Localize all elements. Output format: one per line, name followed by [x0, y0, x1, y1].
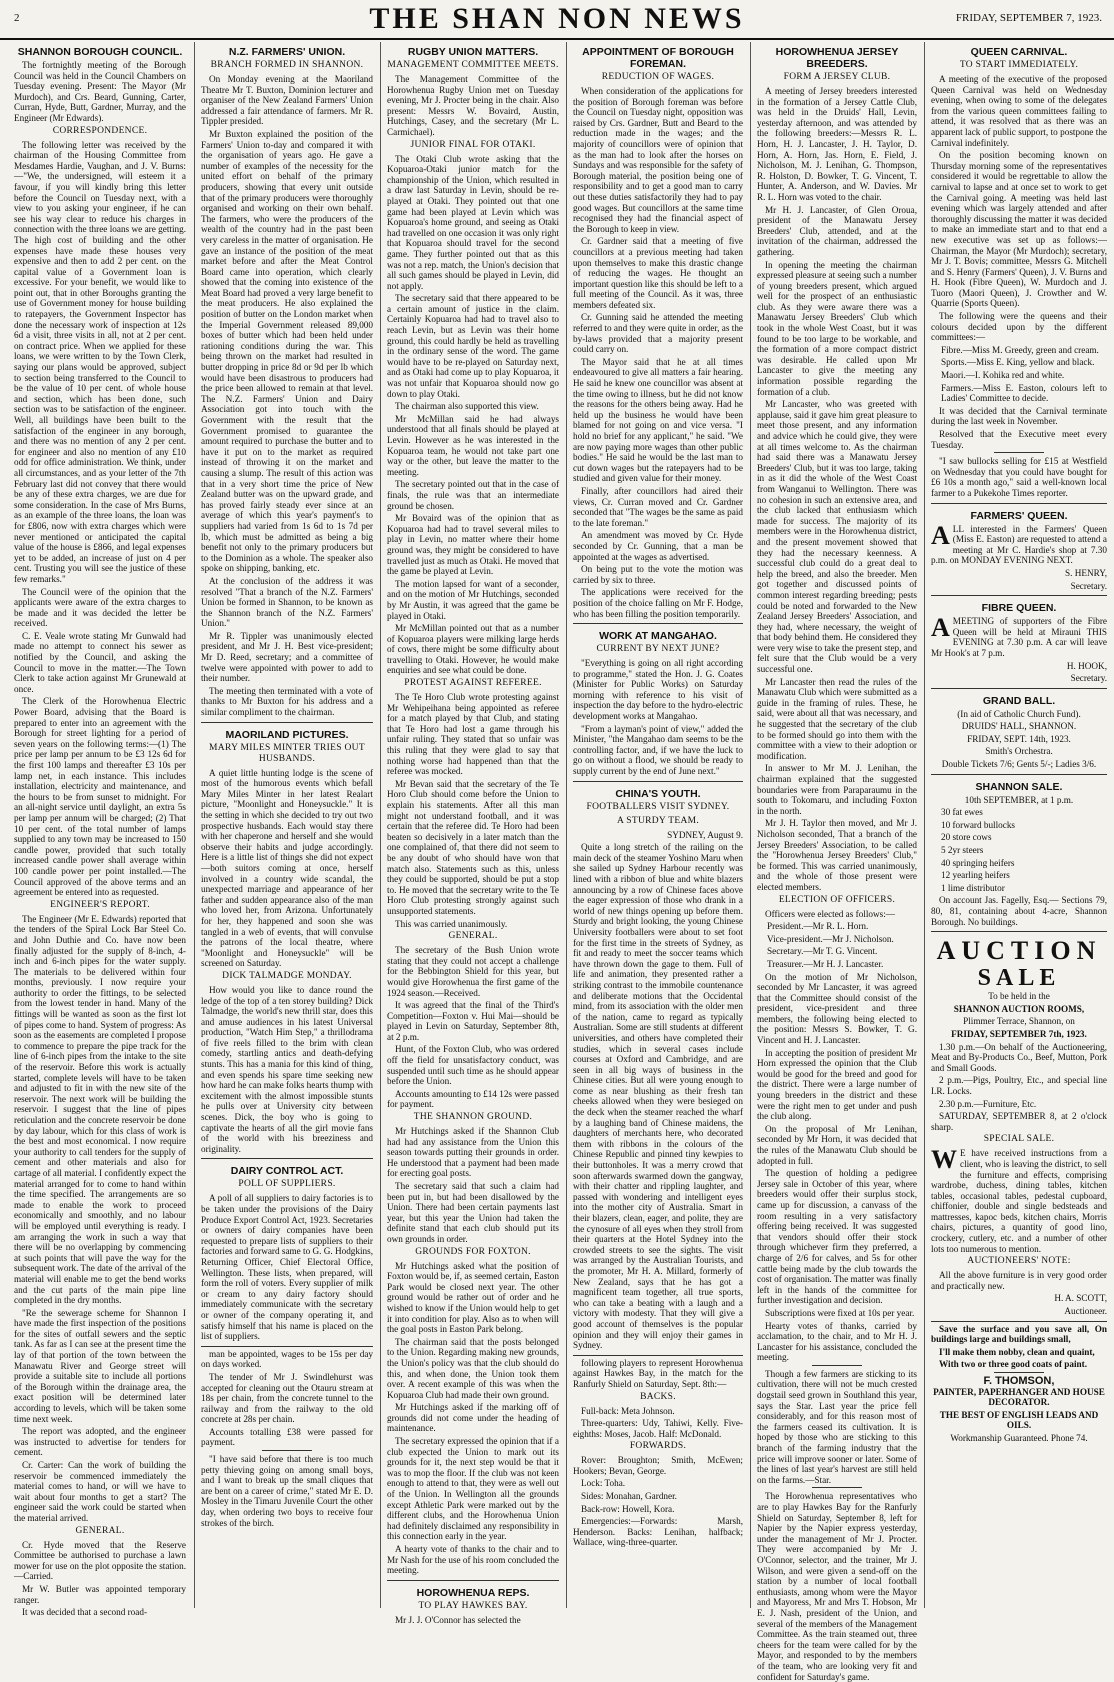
paragraph: Full-back: Meta Johnson. [581, 1405, 675, 1416]
ad-grand-ball [931, 688, 1107, 770]
paragraph: The question of holding a pedigree Jersey sale in October of this year, where breeders would offer their surplus stock, came up for discussion, a canvass of the room resulting in a very satisfactory offering being received. It was suggested that vendors should offer their stock through whichever firm they preferred, a charge of 2/6 for calves, and 5s for other cattle being made by the club towards the cost of organisation. The matter was finally left in the hands of the committee for further investigation and decision. [757, 1168, 917, 1306]
article-heading: DAIRY CONTROL ACT. [230, 1165, 344, 1178]
subheading: TO PLAY HAWKES BAY. [418, 1600, 528, 1611]
article-horowhenua-reps [387, 1580, 559, 1626]
sale-item: 20 store cows [941, 832, 992, 843]
continued-reps [573, 1355, 743, 1548]
paragraph: On the motion of Mr Nicholson, seconded by Mr Lancaster, it was agreed that the Committee should consist of the president, vice-president and three members, the following being elected to the position: Messrs S. Bowker, T. G. Vincent and H. J. Lancaster. [757, 971, 917, 1046]
ad-line: FRIDAY, SEPT. 14th, 1923. [967, 733, 1071, 744]
paragraph: The Te Horo Club wrote protesting against Mr Wehipeihana being appointed as referee for a match played by that Club, and stating that Te Horo had lost a game through his unfair ruling. They stated that so unfair was this ruling that they were glad to say that nothing worse had happened than that the referee was mocked. [387, 692, 559, 777]
subheading: PROTEST AGAINST REFEREE. [404, 678, 542, 689]
ad-line: Save the surface and you save all, On buildings large and buildings small, [931, 1323, 1107, 1345]
paragraph: The tender of Mr J. Swindlehurst was accepted for cleaning out the Otauru stream at 18s per chain, from the concrete tunnel to the railway and from the railway to the old concrete at 28s per chain. [201, 1371, 373, 1425]
ad-line: 10th SEPTEMBER, at 1 p.m. [964, 794, 1074, 805]
paragraph: Rover: Broughton; Smith, McEwen; Hookers; Bevan, George. [573, 1455, 743, 1476]
newspaper-title: THE SHAN NON NEWS [369, 2, 745, 35]
ad-heading: SHANNON SALE. [975, 780, 1063, 793]
paragraph: The Mayor said that he at all times endeavoured to give all matters a fair hearing. He said he knew one councillor was absent at the time owing to illness, but he did not know the reasons for the others being away. Had he held up the business he would have been blamed for not going on and vice versa. "I hold no brief for any applicant," he said. "We are now paying more wages than other public bodies." He said he would be the last man to cut down wages but the ratepayers had to be studied and given value for their money. [573, 356, 743, 484]
auction-item: 1.30 p.m.—On behalf of the Auctioneering, Meat and By-Products Co., Beef, Mutton, Pork and Small Goods. [931, 1041, 1107, 1073]
paragraph: Sides: Monahan, Gardner. [581, 1491, 677, 1502]
sale-item: 40 springing heifers [941, 857, 1015, 868]
paragraph: On the position becoming known on Thursday morning some of the representatives considered it would be regrettable to allow the carnival to lapse and at once set to work to get the Carnival going. A meeting was held last evening which was largely attended and after thoroughly discussing the matter it was decided to make an immediate start and to that end a new executive was set up as follows:—Chairman, the Mayor (Mr Murdoch); secretary, Mr J. T. Bovis; committee, Messrs G. Mitchell and S. Henry (Farmers' Queen), J. V. Burns and H. Hook (Fibre Queen), W. Murdoch and J. Tuoro (Maori Queen), J. Crowther and W. Quarrie (Sports Queen). [931, 150, 1107, 309]
paragraph: A meeting of the executive of the proposed Queen Carnival was held on Wednesday evening, when owing to some of the delegates from the various queen committees failing to attend, it was resolved that as there was an apparent lack of public support, to postpone the Carnival indefinitely. [931, 74, 1107, 148]
paragraph: A poll of all suppliers to dairy factories is to be taken under the provisions of the Dairy Produce Export Control Act, 1923. Secretaries or owners of dairy companies have been requested to prepare lists of suppliers to their factories and forward same to G. G. Hodgkins, Returning Officer, Chief Electoral Office, Wellington. These lists, when prepared, will form the roll of voters. Every supplier of milk or cream to any dairy factory should immediately communicate with the secretary or owner of the company operating it, and satisfy himself that his name is placed on the list of suppliers. [201, 1193, 373, 1342]
paragraph: An amendment was moved by Cr. Hyde seconded by Cr. Gunning, that a man be appointed at the wages as advertised. [573, 530, 743, 562]
paragraph: The secretary pointed out that in the case of finals, the rule was that an intermediate ground be chosen. [387, 479, 559, 511]
ad-line: SHANNON AUCTION ROOMS, [953, 1003, 1085, 1014]
subheading: DICK TALMADGE MONDAY. [222, 970, 352, 981]
auction-item: 2.30 p.m.—Furniture, Etc. [939, 1098, 1037, 1109]
paragraph: It was decided that a second road- [22, 1607, 148, 1618]
paragraph: "Re the sewerage scheme for Shannon I have made the first inspection of the positions for the sites of outfall sewers and the septic tank. As far as I can see at the present time the lay of that portion of the town between the Manawatu River and George street will provide a suitable site to include all portions of the Borough within the drainage area, the exact position will be determined later according to levels, which will be taken some time next week. [14, 1307, 186, 1424]
drop-cap: W [931, 1145, 957, 1175]
ad-line: FRIDAY, SEPTEMBER 7th, 1923. [951, 1028, 1087, 1039]
paragraph: A quiet little hunting lodge is the scene of most of the humorous events which befall Mary Miles Minter in her latest Realart picture, "Moonlight and Honeysuckle." It is the setting in which she decided to try out two prospective husbands. Each would stay there with her chaperone and herself and she would observe their habits and judge accordingly. Here is a little list of things she did not expect—both suitors coming at once, herself involved in a country wide scandal, the unexpected marriage and appearance of her father and sudden appearance also of the man who loved her, from Arizona. Unfortunately for her, they happened and soon she was tangled in a web of events, that will convulse the patrons of the local theatre, where "Moonlight and Honeysuckle" will be screened on Saturday. [201, 767, 373, 969]
divider [262, 1450, 312, 1451]
column-5 [750, 42, 923, 1682]
paragraph: C. E. Veale wrote stating Mr Gunwald had made no attempt to connect his sewer as notified by the Council, and asking the Council to move in the matter.—The Town Clerk to take action against Mr Grunewald at once. [14, 630, 186, 694]
paragraph: The chairman said that the posts belonged to the Union. Regarding making new grounds, the Union's policy was that the club should do this, and when done, the Union took them over. A recent example of this was when the Kopuaroa Club had made their own ground. [387, 1336, 559, 1400]
paragraph: Mr Hutchings asked if the marking off of grounds did not come under the heading of maintenance. [387, 1402, 559, 1434]
article-heading: CHINA'S YOUTH. [615, 787, 701, 800]
paragraph: Mr Hutchings asked what the position of Foxton would be, if, as seemed certain, Easton Park would be closed next year. The other ground would be rather out of order and he wished to know if the Union would help to get it into condition for play. Also as to when will the goal posts in Easton Park belong. [387, 1260, 559, 1335]
paragraph: Three-quarters: Udy, Tahiwi, Kelly. Five-eighths: Moses, Jacob. Half: McDonald. [573, 1418, 743, 1439]
paragraph: On the proposal of Mr Lenihan, seconded by Mr Horn, it was decided that the rules of the Manawatu Club should be adopted in full. [757, 1123, 917, 1166]
subheading: MANAGEMENT COMMITTEE MEETS. [387, 60, 559, 70]
paragraph: On Monday evening at the Maoriland Theatre Mr T. Buxton, Dominion lecturer and organiser of the New Zealand Farmers' Union addressed a fair attendance of farmers. Mr R. Tippler presided. [201, 74, 373, 127]
subheading: GENERAL. [448, 931, 498, 942]
paragraph: The following were the queens and their colours decided upon by the different committees:— [931, 311, 1107, 343]
paragraph: Hunt, of the Foxton Club, who was ordered off the field for unsatisfactory conduct, was suspended until such time as he should appear before the Union. [387, 1044, 559, 1087]
column-4 [566, 42, 749, 1608]
sale-heading: SALE [977, 965, 1061, 992]
officer-line: Vice-president.—Mr J. Nicholson. [767, 933, 894, 944]
ad-line: Plimmer Terrace, Shannon, on [963, 1016, 1075, 1027]
article-heading: RUGBY UNION MATTERS. [407, 46, 539, 58]
paragraph: man be appointed, wages to be 15s per day on days worked. [201, 1348, 373, 1370]
paragraph: Mr W. Butler was appointed temporary ranger. [14, 1583, 186, 1605]
ad-shannon-sale [931, 774, 1107, 928]
paragraph: Emergencies:—Forwards: Marsh, Henderson. Backs: Lenihan, halfback; Wallace, wing-three-quarter. [573, 1516, 743, 1548]
ad-line: To be held in the [988, 991, 1050, 1002]
paragraph: Subscriptions were fixed at 10s per year. [765, 1307, 915, 1318]
paragraph: The following letter was received by the chairman of the Housing Committee from Mesdames Hardie, Vaughan, and J. V. Burns:—"We, the undersigned, will esteem it a favour, if you will kindly bring this letter before the Council on Tuesday next, with a view to you asking your engineer, if he can see his way clear to reduce his charges in connection with the three loans we are getting. The high cost of building and the other expenses have made these houses very expensive and then to add 2 per cent. on the capital value of a Government loan is excessive. For your benefit, we would like to point out, that in other Boroughs granting the use of Government money for house building to ratepayers, the Government Inspector has done the necessary work of inspection at 12s 6d a visit, three visits in all, not at 2 per cent. on contract price. When we applied for these loans, we were written to by the Town Clerk, saying our plans would be approved, subject to section being transferred to the Council to be the value of 10 per cent. of whole house and section, which has been done, such section was to be satisfaction of the engineer. Well, all buildings have been built to the satisfaction of the engineer in any borough, and there was no mention of any 2 per cent. for engineer and also no mention of any £10 odd for office administration. We think, under all circumstances, and as your letter of the 7th February last did not convey that there would be any of these extra charges, we are due for some consideration. In the case of Mrs Burns, as an example of the three loans, the loan was for £806, now with extra charges which were never mentioned or anticipated the capital value of the house is £866, and legal expenses yet to be added, an increase of just on 4 per cent. Trusting you will see the justice of these few remarks." [14, 139, 186, 584]
article-heading: MAORILAND PICTURES. [225, 728, 349, 741]
subheading: BACKS. [640, 1391, 676, 1402]
paragraph: The fortnightly meeting of the Borough Council was held in the Council Chambers on Tuesday evening. Present: The Mayor (Mr Murdoch), and Crs. Beard, Gunning, Carter, Curran, Hyde, Butt, Gardner, Murray, and the Engineer (Mr Edwards). [14, 60, 186, 123]
paragraph: It was decided that the Carnival terminate during the last week in November. [931, 405, 1107, 427]
paragraph: It was agreed that the final of the Third's Competition—Foxton v. Hui Mai—should be played in Levin on Saturday, September 8th, at 2 p.m. [387, 1000, 559, 1042]
column-2 [194, 42, 379, 1608]
paragraph: Mr H. J. Lancaster, of Glen Oroua, president of the Manawatu Jersey Breeders' Club, attended, and at the invitation of the chairman, addressed the gathering. [757, 204, 917, 257]
article-heading: HOROWHENUA JERSEY BREEDERS. [775, 46, 899, 70]
ad-line: THE BEST OF ENGLISH LEADS AND OILS. [939, 1409, 1099, 1431]
ad-queen-carnival [931, 46, 1107, 499]
paragraph: Back-row: Howell, Kora. [581, 1503, 675, 1514]
paragraph: The Engineer (Mr E. Edwards) reported that the tenders of the Spiral Lock Bar Steel Co. and John Duthie and Co. have now been finally adjusted for the supply of 8-inch, 4-inch and 6-inch pipes for the water supply. The materials to be delivered within four months, previously. I now require your authority to order the fittings, to be selected from the lowest tender in hand. Many of the fittings will be wanted as soon as the first lot of pipes come to hand. System of progress: As soon as the easements are completed I propose to commence to prepare the pipe track for the line of 6-inch pipes from the intake to the site of the reservoir. Before this work is actually started, complete levels will have to be taken and adjusted to fit in with the new site of the reservoir. The next work will be building the reservoir. I suggest that the line of pipes reticulation and the concrete reservoir be done by day labour, which for this class of work is the best and most economical. I now require your authority to call tenders for the supply of cement and other materials and also for cartage of all material. I confidently expect the material arranged for to come to hand within the time specified. The arrangements are so made to enable the work to proceed economically and smoothly, and no labour will be employed until everything is ready. I am arranging the work in such a way that there will be no overlapping by commencing at such points that will pave the way for the subsequent work. The date of the arrival of the material will enable me to get the bend works and the cut parts of the main pipe line completed in the dry months. [14, 913, 186, 1306]
paragraph: Mr Bovaird was of the opinion that as Kopuaroa had had to travel several miles to play in Levin, no matter where their home ground was, they might be considered to have travelled just as much as Otaki. He moved that the game be played at Levin. [387, 513, 559, 577]
paragraph: The meeting then terminated with a vote of thanks to Mr Buxton for his address and a similar compliment to the chairman. [201, 685, 373, 718]
article-dairy-control [201, 1158, 373, 1341]
ad-signature: H. HOOK, [1066, 660, 1107, 671]
ad-signature-role: Secretary. [1070, 580, 1107, 591]
paragraph: In opening the meeting the chairman expressed pleasure at seeing such a number of young breeders present, which argued well for the prospect of an enthusiastic club. As they were aware there was a Manawatu Jersey Breeders' Club which took in the whole West Coast, but it was found to be too large to be workable, and the formation of a more compact district was desirable. He called upon Mr Lancaster to give the meeting any information possible regarding the formation of a club. [757, 259, 917, 397]
paragraph: Mr J. J. O'Connor has selected the [395, 1614, 521, 1625]
subheading: GROUNDS FOR FOXTON. [415, 1246, 531, 1257]
paragraph: "I saw bullocks selling for £15 at Westfield on Wednesday that you could have bought for £6 10s a month ago," said a well-known local farmer to a Pukekohe Times reporter. [931, 456, 1107, 498]
auction-item: SATURDAY, SEPTEMBER 8, at 2 o'clock sharp. [931, 1111, 1107, 1132]
subheading: CORRESPONDENCE. [52, 125, 148, 136]
ad-subheading: SPECIAL SALE. [983, 1134, 1055, 1145]
column-6-advertisements [924, 42, 1113, 1608]
paragraph: "I have said before that there is too much petty thieving going on among small boys, and I want to break up the small cliques that are bent on a career of crime," stated Mr E. D. Mosley in the Timaru Juvenile Court the other day, when ordering two boys to receive four strokes of the birch. [201, 1454, 373, 1528]
ad-line: Workmanship Guaranteed. Phone 74. [950, 1432, 1088, 1443]
officer-line: Treasurer.—Mr H. J. Lancaster. [767, 958, 884, 969]
paragraph: At the conclusion of the address it was resolved "That a branch of the N.Z. Farmers' Union be formed in Shannon, to be known as the Shannon branch of the N.Z. Farmers' Union." [201, 575, 373, 629]
newspaper-page [14, 42, 1107, 1682]
ad-line: Double Tickets 7/6; Gents 5/-; Ladies 3/6. [941, 759, 1097, 770]
subheading: FOOTBALLERS VISIT SYDNEY. [586, 801, 730, 812]
paragraph: Mr McMillan pointed out that as a number of Kopuaroa players were milking large herds of cows, there might be some difficulty about travelling to Otaki. However, he would make enquiries and see what could be done. [387, 623, 559, 676]
paragraph: This was carried unanimously. [395, 918, 508, 929]
column-1 [14, 42, 192, 1618]
paragraph: Officers were elected as follows:— [765, 908, 895, 919]
officer-line: Secretary.—Mr T. G. Vincent. [767, 946, 878, 957]
article-heading: APPOINTMENT OF BOROUGH FOREMAN. [582, 46, 734, 70]
ad-heading: QUEEN CARNIVAL. [970, 46, 1068, 58]
paragraph: Accounts totalling £38 were passed for payment. [201, 1426, 373, 1448]
subheading: ELECTION OF OFFICERS. [778, 894, 896, 905]
paragraph: Cr. Gunning said he attended the meeting referred to and they were quite in order, as the by-laws provided that a majority present could carry on. [573, 312, 743, 355]
paragraph: The secretary of the Bush Union wrote stating that they could not accept a challenge for the Bebbington Shield for this year, but would give Horowhenua the first game of the 1924 season.—Received. [387, 945, 559, 998]
subheading: FORM A JERSEY CLUB. [783, 72, 891, 82]
paragraph: The Council were of the opinion that the applicants were aware of the extra charges to be made and it was decided the letter be received. [14, 586, 186, 629]
subheading: CURRENT BY NEXT JUNE? [596, 644, 720, 655]
paragraph: The motion lapsed for want of a seconder, and on the motion of Mr Hutchings, seconded by Mr Austin, it was agreed that the game be played in Otaki. [387, 578, 559, 621]
paragraph: The secretary expressed the opinion that if a club expected the Union to mark out its grounds for it, the next step would be that it was to mop the floor. If the club was not keen enough to attend to that, they were as well out of the Union. In Wellington all the grounds except Athletic Park were marked out by the different clubs, and the Horowhenua Union had definitely disclaimed any responsibility in this connection early in the year. [387, 1436, 559, 1542]
paragraph: Mr Buxton explained the position of the Farmers' Union to-day and compared it with the organisation of years ago. He gave a number of examples of the necessity for the united effort on behalf of the primary producers, showing that every unit outside that of the primary producers were thoroughly organised and working on their own behalf. The farmers, who were the producers of the wealth of the country had in the past been very careless in the matter of organisation. He gave an instance of the position of the meat market before and after the Meat Control Board came into operation, which clearly showed that the coming into existence of the Meat Board had proved a very large benefit to the meat producers. He also explained the position of butter on the London market when the Imperial Government released 89,000 boxes of butter which had been held under rationing conditions during the war. This being thrown on the market had resulted in butter dropping in price 8d or 9d per lb which would have been disastrous to producers had the price been allowed to remain at that level. The N.Z. Farmers' Union and Dairy Association got into touch with the Government with the result that the Government promised to guarantee the amount required to purchase the butter and to have it put on to the market as required instead of throwing it on the market and causing a slump. The result of this action was that in a very short time the price of New Zealand butter was on the upward grade, and has proved fairly steady ever since at an average of which this year's payment's to suppliers had varied from 1s 6d to 1s 7d per lb, which must be admitted as being a big benefit not only to the primary producers but to the Dominion as a whole. The speaker also spoke on shipping, banking, etc. [201, 128, 373, 574]
ad-fibre-queen [931, 595, 1107, 684]
ad-farmers-queen [931, 503, 1107, 592]
paragraph: The applications were received for the position of the choice falling on Mr F. Hodge, who has been filling the position temporarily. [573, 587, 743, 619]
paragraph: following players to represent Horowhenua against Hawkes Bay, in the match for the Ranfurly Shield on Saturday, Sept. 8th:— [573, 1357, 743, 1389]
paragraph: How would you like to dance round the ledge of the top of a ten storey building? Dick Talmadge, the world's new thrill star, does this and amuse audiences in his latest Universal production, "Watch Him Step," a thrillodrama of five reels filled to the brim with clean comedy, startling antics and death-defying stunts. This has a mania for this kind of thing, and even spends his spare time seeking new how hard he can make folks hearts thump with excitement with the almost impossible stunts he pulls over at University city between scenes. Dick, the boy who is going to captivate the hearts of all the girl movie fans of the world with his breeziness and originality. [201, 984, 373, 1154]
auction-item: 2 p.m.—Pigs, Poultry, Etc., and special line I.R. Locks. [931, 1075, 1107, 1096]
paragraph: On being put to the vote the motion was carried by six to three. [573, 564, 743, 585]
ad-signature: S. HENRY, [1065, 567, 1107, 578]
queen-line: Sports.—Miss E. King, yellow and black. [941, 357, 1095, 368]
paragraph: "Everything is going on all right according to programme," stated the Hon. J. G. Coates (Minister for Public Works) on Saturday morning with reference to his visit of inspection the day before to the hydro-electric development works at Mangahao. [573, 658, 743, 722]
paragraph: The secretary said that such a claim had been put in, but had been disallowed by the Union. There had been certain payments last year, but this year the Union had taken the definite stand that each club should put its own grounds in order. [387, 1181, 559, 1244]
sale-item: 5 2yr steers [941, 845, 984, 856]
paragraph: Lock: Toha. [581, 1478, 626, 1489]
paragraph: Mr Hutchings asked if the Shannon Club had had any assistance from the Union this season towards putting their grounds in order. He understood that a payment had been made for erecting goal posts. [387, 1126, 559, 1179]
ad-painter [931, 1321, 1107, 1444]
drop-cap: A [931, 613, 950, 643]
ad-subheading: AUCTIONEERS' NOTE: [967, 1256, 1071, 1267]
subheading: POLL OF SUPPLIERS. [238, 1179, 336, 1190]
ad-heading: GRAND BALL. [982, 694, 1056, 707]
queen-line: Farmers.—Miss E. Easton, colours left to Ladies' Committee to decide. [941, 382, 1107, 404]
paragraph: The chairman also supported this view. [395, 401, 539, 412]
paragraph: Accounts amounting to £14 12s were passed for payment. [387, 1088, 559, 1110]
officer-line: President.—Mr R. L. Horn. [767, 921, 869, 932]
ad-heading: FARMERS' QUEEN. [970, 509, 1068, 522]
ad-signature-role: Auctioneer. [1064, 1306, 1107, 1317]
divider [994, 1372, 1044, 1373]
ad-line: With two or three good coats of paint. [939, 1359, 1088, 1370]
divider [812, 1365, 862, 1366]
paragraph: "From a layman's point of view," added the Minister, "the Mangahao dam seems to be the controlling factor, and, if we have the luck to go on without a flood, we should be ready to supply current by the end of June next." [573, 723, 743, 777]
ad-heading: FIBRE QUEEN. [981, 602, 1057, 615]
ad-body: LL interested in the Farmers' Queen (Miss E. Easton) are requested to attend a meeting at Mr C. Hardie's shop at 7.30 p.m. on MONDAY EVENING NEXT. [931, 523, 1107, 566]
paragraph: When consideration of the applications for the position of Borough foreman was before the Council on Tuesday night, opposition was raised by Crs. Gardner, Butt and Beard to the reduction made in the wages; and the majority of councillors were of opinion that as the man had to look after the horses on Sundays and was responsible for the safety of Borough material, the position being one of responsibility and to get a good man to carry out these duties satisfactorily they had to pay good wages. But councillors at the same time recognised they had the financial aspect of the Borough to keep in view. [573, 86, 743, 234]
subheading: FORWARDS. [629, 1441, 687, 1452]
paragraph: Mr Bevan said that the secretary of the Te Horo Club should come before the Union to explain his statements. After all this man might not understand football, and it was certain that the referee did. Te Horo had been beaten so decisively in a later match than the one complained of, that there did not seem to be any doubt of who should have won that match also. Statements such as this, unless they could be supported, should be put a stop to. He moved that the secretary write to the Te Horo Club protesting strongly against such unsupported statements. [387, 778, 559, 916]
paragraph: Hearty votes of thanks, carried by acclamation, to the chair, and to Mr H. J. Lancaster for his assistance, concluded the meeting. [757, 1320, 917, 1363]
paragraph: Mr J. H. Taylor then moved, and Mr J. Nicholson seconded, That a branch of the Jersey Breeders' Association, to be called the "Horowhenua Jersey Breeders' Club," be formed. This was carried unanimously, and the whole of those present were elected members. [757, 818, 917, 892]
paragraph: Quite a long stretch of the railing on the main deck of the steamer Yoshino Maru when she sailed up Sydney Harbour recently was lined with a ribbon of blue and white blazers announcing by a row of Chinese faces above the eager expression of those who drank in a world of new things opening up before them. Sturdy and bright looking, the young Chinese University footballers were about to set foot for the first time in the streets of Sydney, as fit and ready to meet the soccer teams which have thrown down the gage to them. Full of life and animation, they presented rather a striking contrast to the immobile countenance and deliberate motions that the Occidental mind, from its association with the older men of the nation, came to regard as typically Australian. Some are still students at different universities, and others have completed their studies, which in several cases include courses at Oxford and Cambridge, and are seen in all big ways of business in the Chinese cities. But all were young enough to come as near blushing as their fresh tan cheeks allowed when they were besieged on the deck when the steamer reached the wharf by a laughing band of Chinese maidens, the daughters of merchants here, who decorated them with ribbons in the colours of the Chinese Republic and pinned tiny kewpies to their buttonholes. It was a merry crowd that soon afterwards swarmed down the gangway, with their chatter and rippling laughter, and passed with wondering and intelligent eyes into the mother city of Australia. Smart in their blazers, clean, eager, and polite, they are the cynosure of all eyes when they stroll from their quarters at the Hotel Sydney into the crowded streets to see the sights. The visit was arranged by the Australian Tourists, and the promoter, Mr H. A. Millard, formerly of New Zealand, says that he has got a magnificent team together, all true sports, who can take a beating with a laugh and a victory with modesty. That they will give a good account of themselves is the popular opinion and they will enjoy their games in Sydney. [573, 842, 743, 1351]
paragraph: On account Jas. Fagelly, Esq.— Sections 79, 80, 81, containing about 4-acre, Shannon Borough. No buildings. [931, 895, 1107, 927]
masthead [0, 0, 1114, 40]
ad-line: I'll make them nobby, clean and quaint, [939, 1346, 1095, 1357]
subheading: JUNIOR FINAL FOR OTAKI. [410, 139, 536, 150]
ad-line: (In aid of Catholic Church Fund). [957, 708, 1081, 719]
article-heading: HOROWHENUA REPS. [416, 1586, 530, 1599]
article-heading: SHANNON BOROUGH COUNCIL. [17, 46, 183, 58]
sale-item: 1 lime distributor [941, 882, 1005, 893]
ad-line: Smith's Orchestra. [985, 746, 1053, 757]
auction-heading: AUCTION [936, 936, 1102, 966]
ad-line: DRUIDS' HALL, SHANNON. [961, 721, 1077, 732]
ad-auction-sale [931, 931, 1107, 1316]
subheading: BRANCH FORMED IN SHANNON. [210, 60, 364, 70]
column-3 [380, 42, 565, 1625]
dateline: SYDNEY, August 9. [667, 829, 743, 840]
paragraph: Mr McMillan said he had always understood that all finals should be played at Levin. However as he was interested in the Kopuaroa team, he would not take part one way or the other, but leave the matter to the meeting. [387, 413, 559, 477]
paragraph: Though a few farmers are sticking to its cultivation, there will not be much crested dogstail seed grown in Southland this year, says the Star. Last year the price fell considerably, and for this reason most of the farmers ceased its cultivation. It is hoped by those who are sticking to this branch of the farming industry that the price will improve sooner or later. Some of the lines of last year's harvest are still held on the farms.—Star. [757, 1368, 917, 1485]
continued-council [201, 1346, 373, 1529]
issue-date: FRIDAY, SEPTEMBER 7, 1923. [955, 12, 1102, 24]
paragraph: Cr. Hyde moved that the Reserve Committee be authorised to purchase a lawn mower for use on the plot opposite the station.—Carried. [14, 1539, 186, 1582]
sale-item: 10 forward bullocks [941, 819, 1015, 830]
paragraph: A meeting of Jersey breeders interested in the formation of a Jersey Cattle Club, was held in the Druids' Hall, Levin, yesterday afternoon, and was attended by the following breeders:—Messrs R. L. Horn, H. J. Lancaster, J. H. Taylor, D. Horn, A. Horn, Jas. Horn, E. Field, J. Nicholson, M. J. Lenihan, G. Thompson, R. Holston, D. Bowker, T. G. Vincent, T. Hunter, A. Anderson, and W. Davies. Mr R. L. Horn was voted to the chair. [757, 86, 917, 202]
paragraph: Resolved that the Executive meet every Tuesday. [931, 429, 1107, 450]
ad-body: MEETING of supporters of the Fibre Queen will be held at Mirauni THIS EVENING at 7.30 p.m. A car will leave Mr Hook's at 7 p.m. [931, 616, 1107, 658]
ad-line: PAINTER, PAPERHANGER AND HOUSE DECORATOR. [933, 1386, 1105, 1408]
queen-line: Maori.—I. Kohika red and white. [941, 370, 1065, 381]
subheading: ENGINEER'S REPORT. [50, 899, 150, 910]
article-maoriland-pictures [201, 722, 373, 1155]
subheading: GENERAL. [75, 1525, 125, 1536]
sale-item: 30 fat ewes [941, 807, 983, 818]
advertiser-name: F. THOMSON, [983, 1375, 1055, 1387]
paragraph: The Clerk of the Horowhenua Electric Power Board, advising that the Board is prepared to enter into an agreement with the Borough for street lighting for a period of seven years on the following terms:—(1) The price per lamp per annum to be £3 12s 6d for the first 100 lamps and thereafter £3 10s per lamp net, in each instance. This includes installation, electricity and maintenance, and the hours to be from sunset to midnight. For an all-night service until daylight, an extra 5s per lamp per annum will be charged; (2) That 10 per cent. of the total number of lamps supplied to any town may be increased to 150 candle power, provided that such totally increased candle power shall average within 100 candle power per point installed.—The Council approved of the above terms and an agreement be entered into as requested. [14, 696, 186, 898]
article-mangahao [573, 623, 743, 777]
ad-signature-role: Secretary. [1070, 673, 1107, 684]
paragraph: The Horowhenua representatives who are to play Hawkes Bay for the Ranfurly Shield on Saturday, September 8, left for Napier by the Napier express yesterday, under the management of Mr J. Procter. They were accompanied by Mr J. O'Connor, selector, and the trainer, Mr J. Wilson, and were given a send-off on the station by a number of local football enthusiasts, among whom were the Mayor and Mayoress, Mr and Mrs T. Hobson, Mr E. J. Nash, president of the Union, and several of the members of the Management Committee. As the train steamed out, three cheers for the team were called for by the Mayor, and responded to by the members of the team, who are looking very fit and confident for Saturday's game. [757, 1491, 917, 1682]
paragraph: Mr R. Tippler was unanimously elected president, and Mr J. H. Best vice-president; Mr D. Reed, secretary; and a committee of twelve were appointed with power to add to their number. [201, 630, 373, 684]
paragraph: In accepting the position of president Mr Horn expressed the opinion that the Club would be good for the breed and good for the district. There were a large number of young breeders in the district and these were the right men to get under and push the club along. [757, 1047, 917, 1122]
paragraph: The Otaki Club wrote asking that the Kopuaroa-Otaki junior match for the championship of the Union, which resulted in a draw last Saturday in Levin, should be re-played at Otaki. They pointed out that one game had been played at Levin which was Kopuaroa's home ground, and seeing as Otaki had travelled on one occasion it was only right that Kopuaroa should travel for the second game. They further pointed out that as this was not a rep. match, the Union's decision that all such games should be played in Levin, did not apply. [387, 153, 559, 291]
paragraph: Cr. Gardner said that a meeting of five councillors at a previous meeting had taken upon themselves to make this drastic change of reducing the wages. He thought an important question like this should be left to a full meeting of the Council. As it was, three members defeated six. [573, 236, 743, 310]
paragraph: Finally, after councillors had aired their views, Cr. Curran moved and Cr. Gardner seconded that "The wages be the same as paid to the late foreman." [573, 485, 743, 528]
article-heading: WORK AT MANGAHAO. [599, 630, 717, 643]
subheading: MARY MILES MINTER TRIES OUT HUSBANDS. [209, 742, 365, 764]
paragraph: The report was adopted, and the engineer was instructed to advertise for tenders for cement. [14, 1426, 186, 1458]
divider [994, 452, 1044, 453]
ad-subheading: TO START IMMEDIATELY. [959, 60, 1079, 70]
queen-line: Fibre.—Miss M. Greedy, green and cream. [941, 344, 1099, 355]
divider [812, 1487, 862, 1488]
subheading: A STURDY TEAM. [616, 815, 700, 826]
ad-signature: H. A. SCOTT, [1054, 1293, 1107, 1304]
paragraph: Mr Lancaster, who was greeted with applause, said it gave him great pleasure to meet those present, and any information and advice which he could give, they were at all times welcome to. As the chairman had said there was a Manawatu Jersey Breeders' Club, but it was too large, taking in as it did the whole of the West Coast from Wanganui to Wellington. There was no cohesion in such an extensive area, and the club lacked that enthusiasm which made for success. The majority of its members were in the Horowhenua district, and the present movement showed that they had the necessary keenness. A successful club could do a great deal to help the breed, and also the breeder. Men got together and discussed points of common interest regarding breeding; pests could be noted and forwarded to the New Zealand Jersey Breeders' Association, and they had, where necessary, the weight of that body behind them. He considered they were very wise to take the present step, and felt sure that the Club would be a very successful one. [757, 399, 917, 675]
page-number: 2 [14, 12, 20, 24]
article-chinas-youth [573, 781, 743, 1351]
subheading: REDUCTION OF WAGES. [601, 72, 715, 82]
paragraph: All the above furniture is in very good order and practically new. [931, 1270, 1107, 1291]
sale-item: 12 yearling heifers [941, 870, 1010, 881]
paragraph: In answer to Mr M. J. Lenihan, the chairman explained that the suggested boundaries were from Paraparaumu in the south to Tokomaru, and including Foxton in the north. [757, 763, 917, 816]
subheading: THE SHANNON GROUND. [413, 1112, 533, 1123]
paragraph: Cr. Carter: Can the work of building the reservoir be commenced immediately the material comes to hand, or will we have to wait about four months to get a start? The engineer said the work could be started when the material arrived. [14, 1460, 186, 1523]
paragraph: The Management Committee of the Horowhenua Rugby Union met on Tuesday evening, Mr J. Procter being in the chair. Also present: Messrs W. Bovaird, Austin, Hutchings, Casey, and the secretary (Mr L. Carmichael). [387, 74, 559, 137]
paragraph: Mr Lancaster then read the rules of the Manawatu Club which were submitted as a guide in the framing of rules. These, he said, were about all that was necessary, and he suggested that the secretary of the club to be formed should go into them with the committee with a view to their adoption or modification. [757, 676, 917, 761]
drop-cap: A [931, 520, 950, 550]
paragraph: A hearty vote of thanks to the chair and to Mr Nash for the use of his room concluded the meeting. [387, 1544, 559, 1576]
paragraph: The secretary said that there appeared to be a certain amount of justice in the claim. Certainly Kopuaroa had had to travel also to reach Levin, but as Levin was their home ground, this could hardly be held as travelling in the ordinary sense of the word. The game would have to be re-played on Saturday next, and as Otaki had come up to play Kopuaroa, it was not unfair that Kopuaroa should now go down to play Otaki. [387, 293, 559, 399]
article-heading: N.Z. FARMERS' UNION. [228, 46, 346, 58]
ad-body: E have received instructions from a client, who is leaving the district, to sell the furniture and effects, comprising wardrobe, duchess, dining tables, kitchen tables, occasional tables, pedestal cupboard, chiffonier, double and single bedsteads and mattresses, kapoc beds, kitchen chairs, Morris chairs, pictures, a quantity of good lino, crockery, cutlery, etc. and a number of other lots too numerous to mention. [931, 1148, 1107, 1254]
